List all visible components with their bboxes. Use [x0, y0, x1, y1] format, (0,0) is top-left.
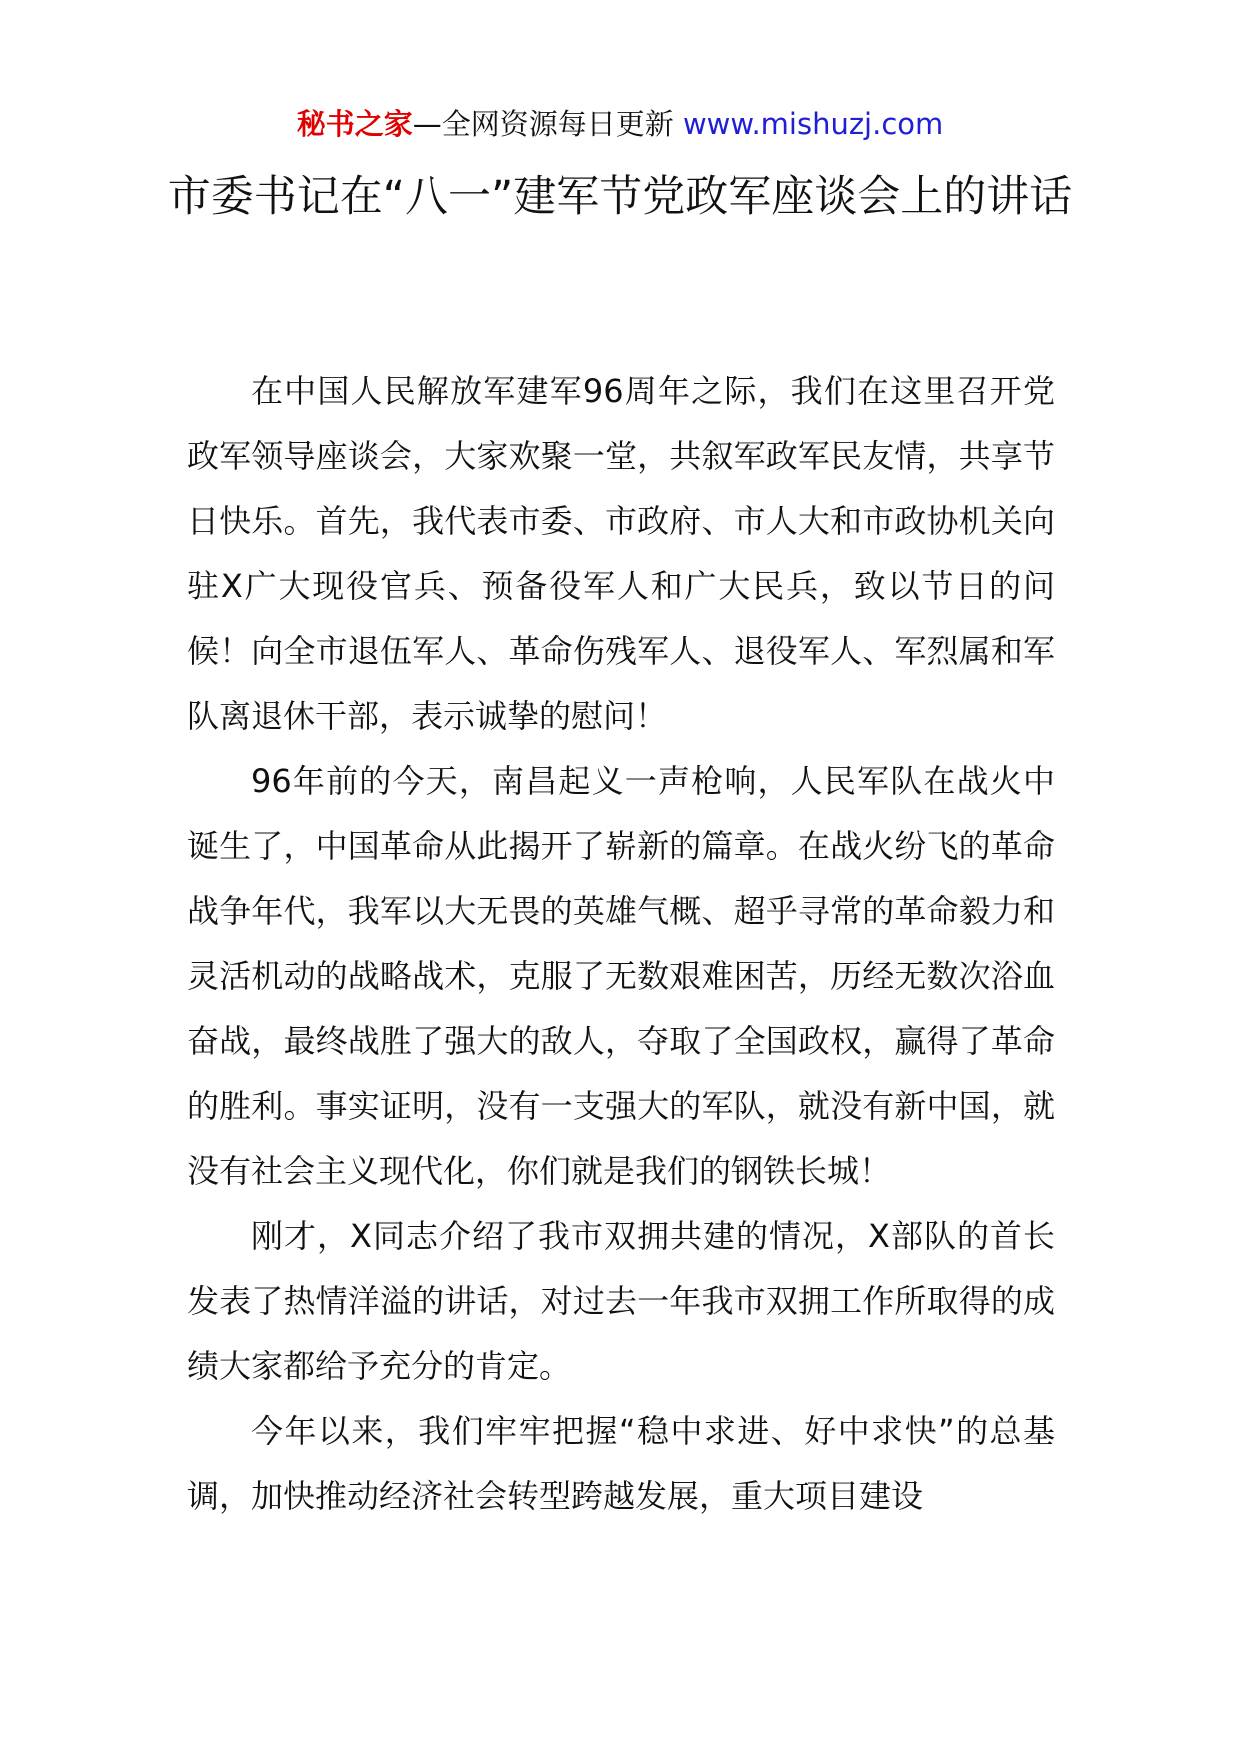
- document-title: 市委书记在“八一”建军节党政军座谈会上的讲话: [167, 172, 1073, 222]
- paragraph: 96年前的今天，南昌起义一声枪响，人民军队在战火中诞生了，中国革命从此揭开了崭新的篇章。在战火纷飞的革命战争年代，我军以大无畏的英雄气概、超乎寻常的革命毅力和灵活机动的战略战术，克服了无数艰难困苦，历经无数次浴血奋战，最终战胜了强大的敌人，夺取了全国政权，赢得了革命的胜利。事实证明，没有一支强大的军队，就没有新中国，就没有社会主义现代化，你们就是我们的钢铁长城！: [187, 762, 1055, 1190]
- paragraph: 在中国人民解放军建军96周年之际，我们在这里召开党政军领导座谈会，大家欢聚一堂，共叙军政军民友情，共享节日快乐。首先，我代表市委、市政府、市人大和市政协机关向驻X广大现役官兵、预备役军人和广大民兵，致以节日的问候！向全市退伍军人、革命伤残军人、退役军人、军烈属和军队离退休干部，表示诚挚的慰问！: [187, 372, 1055, 735]
- site-url-link[interactable]: www.mishuzj.com: [682, 107, 944, 141]
- brand-name: 秘书之家: [296, 107, 413, 141]
- paragraph: 今年以来，我们牢牢把握“稳中求进、好中求快”的总基调，加快推动经济社会转型跨越发展，重大项目建设: [187, 1412, 1055, 1515]
- site-banner: [0, 104, 1240, 144]
- document-body: [187, 359, 1055, 1529]
- brand-slogan: —全网资源每日更新: [412, 107, 674, 141]
- paragraph: 刚才，X同志介绍了我市双拥共建的情况，X部队的首长发表了热情洋溢的讲话，对过去一年我市双拥工作所取得的成绩大家都给予充分的肯定。: [187, 1217, 1055, 1385]
